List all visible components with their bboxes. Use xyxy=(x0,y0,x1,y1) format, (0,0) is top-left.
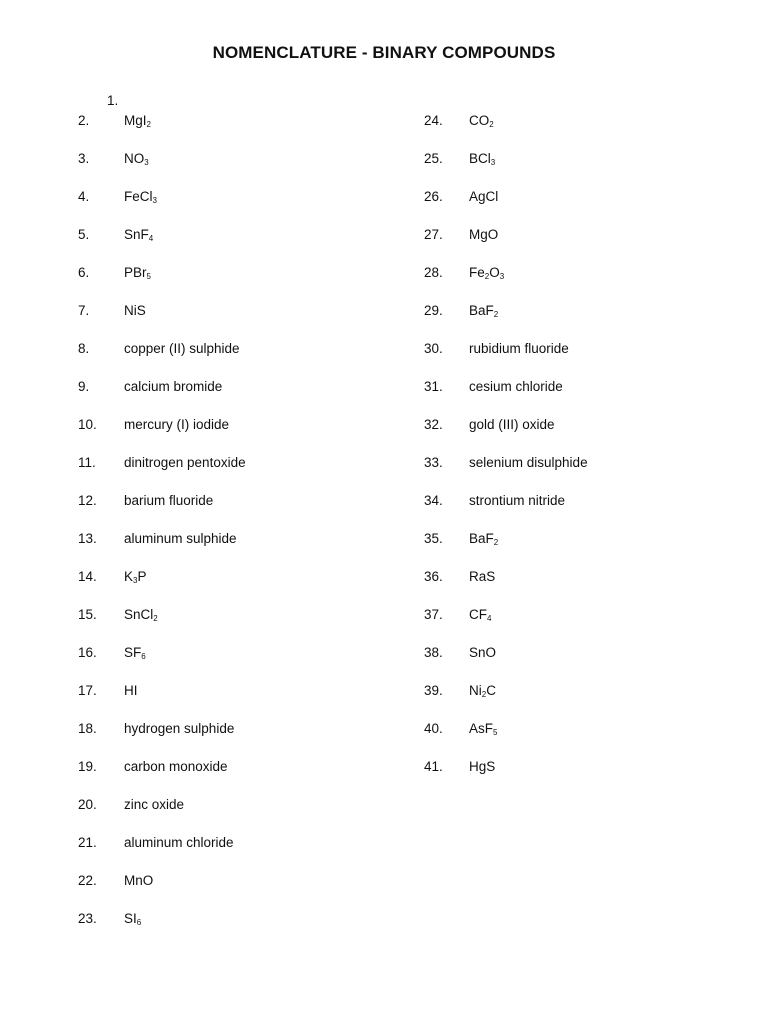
page-title: NOMENCLATURE - BINARY COMPOUNDS xyxy=(212,43,556,62)
item-number: 3. xyxy=(78,151,90,166)
item-compound: aluminum chloride xyxy=(124,835,234,850)
item-compound: selenium disulphide xyxy=(469,455,588,470)
item-compound: AsF$_5$ xyxy=(469,721,498,737)
item-number: 21. xyxy=(78,835,97,850)
item-number: 31. xyxy=(424,379,443,394)
item-number: 7. xyxy=(78,303,90,318)
item-compound: BCl$_3$ xyxy=(469,151,496,167)
item-number: 41. xyxy=(424,759,443,774)
item-compound: dinitrogen pentoxide xyxy=(124,455,246,470)
item-number: 27. xyxy=(424,227,443,242)
item-compound: MgI$_2$ xyxy=(124,113,151,129)
item-number: 16. xyxy=(78,645,97,660)
item-number: 12. xyxy=(78,493,97,508)
item-number: 30. xyxy=(424,341,443,356)
item-compound: SnO xyxy=(469,645,497,660)
item-number: 14. xyxy=(78,569,97,584)
item-compound: carbon monoxide xyxy=(124,759,228,774)
item-number: 5. xyxy=(78,227,90,242)
item-number: 36. xyxy=(424,569,443,584)
item-compound: $NO_3$ xyxy=(124,151,149,167)
item-compound: gold (III) oxide xyxy=(469,417,555,432)
item-number: 18. xyxy=(78,721,97,736)
item-compound: MgO xyxy=(469,227,499,242)
item-compound: NiS xyxy=(124,303,146,318)
item-compound: $Fe_2O_3$ xyxy=(469,265,505,281)
item-compound: RaS xyxy=(469,569,496,584)
item-number: 29. xyxy=(424,303,443,318)
item-compound: MnO xyxy=(124,873,154,888)
item-compound: strontium nitride xyxy=(469,493,566,508)
item-number: 11. xyxy=(78,455,96,470)
item-compound: AgCl xyxy=(469,189,499,204)
item-compound: HI xyxy=(124,683,138,698)
item-compound: FeCl$_3$ xyxy=(124,189,157,205)
item-compound: zinc oxide xyxy=(124,797,185,812)
item-number: 4. xyxy=(78,189,90,204)
item-number: 17. xyxy=(78,683,97,698)
item-number: 38. xyxy=(424,645,443,660)
item-compound: barium fluoride xyxy=(124,493,214,508)
item-compound: rubidium fluoride xyxy=(469,341,569,356)
item-compound: copper (II) sulphide xyxy=(124,341,240,356)
item-number: 10. xyxy=(78,417,97,432)
item-number: 37. xyxy=(424,607,443,622)
item-compound: $CO_2$ xyxy=(469,113,494,129)
item-compound: aluminum sulphide xyxy=(124,531,237,546)
stray-item-number: 1. xyxy=(107,93,119,108)
item-number: 33. xyxy=(424,455,443,470)
item-compound: calcium bromide xyxy=(124,379,223,394)
item-compound: mercury (I) iodide xyxy=(124,417,230,432)
item-number: 13. xyxy=(78,531,97,546)
item-number: 24. xyxy=(424,113,443,128)
item-compound: hydrogen sulphide xyxy=(124,721,235,736)
item-number: 32. xyxy=(424,417,443,432)
item-compound: $CF_4$ xyxy=(469,607,492,623)
item-number: 25. xyxy=(424,151,443,166)
item-number: 8. xyxy=(78,341,90,356)
item-number: 23. xyxy=(78,911,97,926)
item-compound: BaF$_2$ xyxy=(469,303,499,319)
item-compound: $K_3P$ xyxy=(124,569,147,585)
item-number: 6. xyxy=(78,265,90,280)
item-compound: $SI_6$ xyxy=(124,911,142,927)
item-number: 19. xyxy=(78,759,97,774)
item-number: 34. xyxy=(424,493,443,508)
item-number: 2. xyxy=(78,113,90,128)
item-compound: cesium chloride xyxy=(469,379,563,394)
item-compound: $SF_6$ xyxy=(124,645,146,661)
item-compound: $Ni_2C$ xyxy=(469,683,496,699)
item-compound: SnF$_4$ xyxy=(124,227,154,243)
item-number: 9. xyxy=(78,379,90,394)
item-number: 39. xyxy=(424,683,443,698)
item-number: 35. xyxy=(424,531,443,546)
item-number: 28. xyxy=(424,265,443,280)
item-number: 15. xyxy=(78,607,97,622)
item-compound: PBr$_5$ xyxy=(124,265,151,281)
item-compound: HgS xyxy=(469,759,496,774)
item-number: 20. xyxy=(78,797,97,812)
item-number: 22. xyxy=(78,873,97,888)
item-number: 40. xyxy=(424,721,443,736)
item-number: 26. xyxy=(424,189,443,204)
item-compound: BaF$_2$ xyxy=(469,531,499,547)
item-compound: SnCl$_2$ xyxy=(124,607,158,623)
